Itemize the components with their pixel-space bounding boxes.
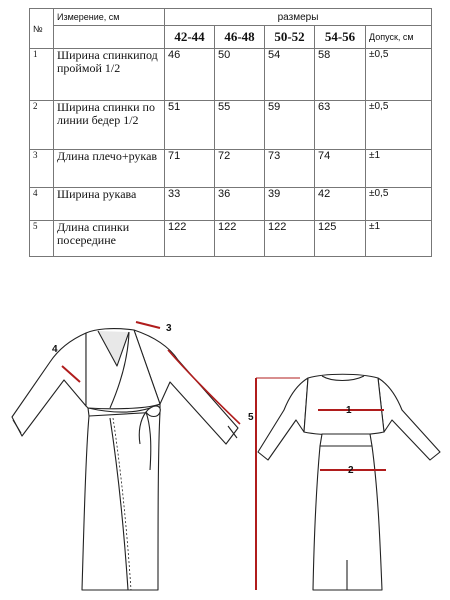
row-value: 59 xyxy=(265,101,315,150)
row-tolerance: ±1 xyxy=(366,150,432,188)
row-number: 2 xyxy=(30,101,54,150)
row-value: 122 xyxy=(215,221,265,257)
garment-technical-drawing xyxy=(0,315,450,600)
back-bodice xyxy=(304,374,384,435)
row-value: 122 xyxy=(265,221,315,257)
row-tolerance: ±1 xyxy=(366,221,432,257)
row-measurement-name: Ширина спинкипод проймой 1/2 xyxy=(54,49,165,101)
row-measurement-name: Длина плечо+рукав xyxy=(54,150,165,188)
marker-label-4: 4 xyxy=(52,344,58,355)
row-number: 5 xyxy=(30,221,54,257)
row-value: 46 xyxy=(165,49,215,101)
row-value: 54 xyxy=(265,49,315,101)
row-tolerance: ±0,5 xyxy=(366,188,432,221)
row-value: 51 xyxy=(165,101,215,150)
table-row xyxy=(30,49,432,101)
row-measurement-name: Ширина спинки по линии бедер 1/2 xyxy=(54,101,165,150)
front-view-dress xyxy=(12,329,238,590)
row-value: 125 xyxy=(315,221,366,257)
table-row xyxy=(30,101,432,150)
row-value: 72 xyxy=(215,150,265,188)
header-size: 46-48 xyxy=(215,26,265,49)
header-measurement: Измерение, см xyxy=(54,9,165,26)
row-value: 63 xyxy=(315,101,366,150)
back-waist xyxy=(320,434,372,446)
table-row xyxy=(30,221,432,257)
back-left-sleeve xyxy=(258,378,308,460)
marker-label-5: 5 xyxy=(248,412,254,423)
header-empty-cell xyxy=(54,26,165,49)
left-sleeve xyxy=(12,333,86,436)
row-number: 3 xyxy=(30,150,54,188)
header-size: 50-52 xyxy=(265,26,315,49)
row-value: 71 xyxy=(165,150,215,188)
row-value: 33 xyxy=(165,188,215,221)
row-value: 73 xyxy=(265,150,315,188)
row-value: 55 xyxy=(215,101,265,150)
row-value: 58 xyxy=(315,49,366,101)
marker-3-line xyxy=(136,322,160,328)
header-size: 42-44 xyxy=(165,26,215,49)
row-value: 42 xyxy=(315,188,366,221)
table-row xyxy=(30,188,432,221)
table-row xyxy=(30,150,432,188)
row-measurement-name: Длина спинки посередине xyxy=(54,221,165,257)
row-number: 1 xyxy=(30,49,54,101)
header-number: № xyxy=(30,9,54,49)
row-value: 122 xyxy=(165,221,215,257)
row-value: 39 xyxy=(265,188,315,221)
header-tolerance: Допуск, см xyxy=(366,26,432,49)
header-size: 54-56 xyxy=(315,26,366,49)
row-value: 74 xyxy=(315,150,366,188)
size-table xyxy=(29,8,432,257)
header-sizes-group: размеры xyxy=(165,9,432,26)
row-tolerance: ±0,5 xyxy=(366,101,432,150)
row-measurement-name: Ширина рукава xyxy=(54,188,165,221)
row-number: 4 xyxy=(30,188,54,221)
back-right-sleeve xyxy=(378,378,440,460)
marker-label-3: 3 xyxy=(166,323,172,334)
row-value: 36 xyxy=(215,188,265,221)
marker-label-2: 2 xyxy=(348,465,354,476)
row-tolerance: ±0,5 xyxy=(366,49,432,101)
marker-label-1: 1 xyxy=(346,405,352,416)
row-value: 50 xyxy=(215,49,265,101)
